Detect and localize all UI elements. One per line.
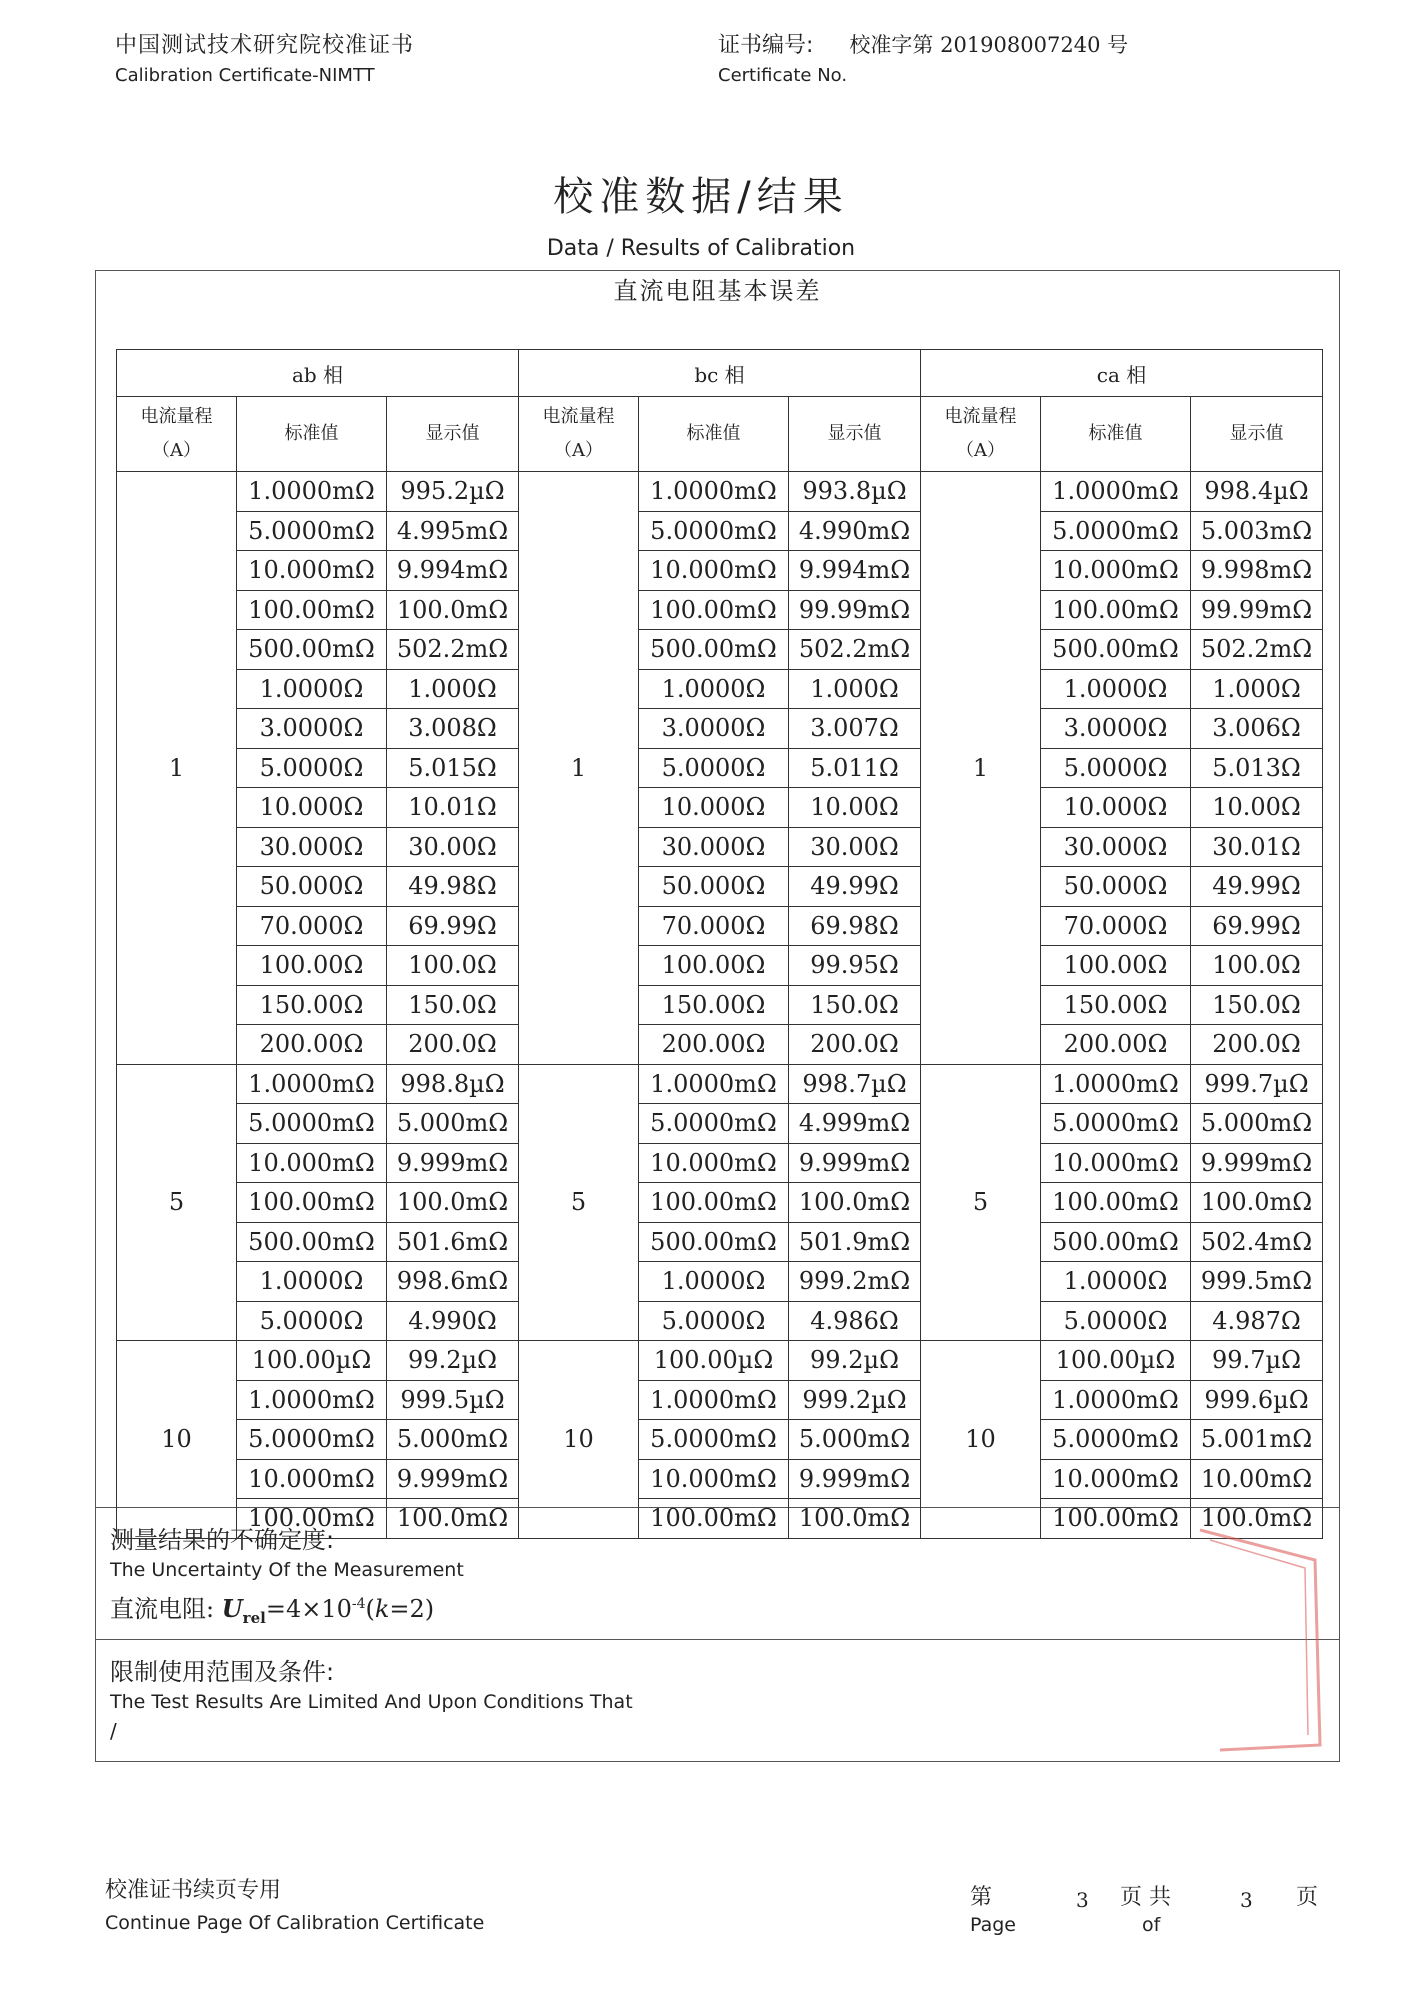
standard-value-cell: 100.00mΩ — [639, 1499, 789, 1539]
display-value-cell: 501.9mΩ — [789, 1222, 921, 1262]
phase-name: bc 相 — [519, 350, 921, 397]
current-range-cell: 10 — [519, 1341, 639, 1539]
footer-left — [105, 1873, 484, 1934]
standard-value-cell: 5.0000mΩ — [1041, 1420, 1191, 1460]
standard-value-cell: 100.00Ω — [237, 946, 387, 986]
display-value-cell: 9.999mΩ — [387, 1459, 519, 1499]
footer-en: Continue Page Of Calibration Certificate — [105, 1912, 485, 1934]
current-range-cell: 10 — [117, 1341, 237, 1539]
standard-value-cell: 100.00mΩ — [237, 590, 387, 630]
standard-value-cell: 70.000Ω — [639, 906, 789, 946]
display-value-cell: 4.990Ω — [387, 1301, 519, 1341]
phase-name: ab 相 — [117, 350, 519, 397]
display-value-cell: 999.2mΩ — [789, 1262, 921, 1302]
display-value-cell: 100.0mΩ — [1191, 1499, 1323, 1539]
display-value-cell: 9.999mΩ — [387, 1143, 519, 1183]
display-value-cell: 502.4mΩ — [1191, 1222, 1323, 1262]
standard-value-cell: 100.00mΩ — [639, 1183, 789, 1223]
calibration-data-frame — [95, 270, 1340, 1762]
standard-value-cell: 10.000Ω — [1041, 788, 1191, 828]
standard-value-cell: 10.000mΩ — [237, 1459, 387, 1499]
standard-value-cell: 100.00mΩ — [1041, 1499, 1191, 1539]
display-value-cell: 5.000mΩ — [387, 1104, 519, 1144]
standard-value-cell: 1.0000mΩ — [639, 1064, 789, 1104]
uncertainty-symbol: U — [221, 1594, 243, 1623]
uncertainty-formula — [110, 1589, 1325, 1627]
standard-value-cell: 1.0000Ω — [639, 669, 789, 709]
phase-table-ca — [920, 349, 1323, 1539]
page-unit-cn: 页 — [1296, 1885, 1319, 1910]
standard-value-cell: 1.0000mΩ — [639, 1380, 789, 1420]
current-range-cell: 1 — [117, 472, 237, 1065]
display-value-cell: 5.000mΩ — [387, 1420, 519, 1460]
standard-value-cell: 500.00mΩ — [237, 1222, 387, 1262]
display-value-cell: 502.2mΩ — [1191, 630, 1323, 670]
col-header-standard: 标准值 — [1041, 397, 1191, 472]
standard-value-cell: 50.000Ω — [639, 867, 789, 907]
standard-value-cell: 5.0000mΩ — [639, 1420, 789, 1460]
standard-value-cell: 150.00Ω — [1041, 985, 1191, 1025]
standard-value-cell: 10.000mΩ — [639, 1459, 789, 1499]
display-value-cell: 30.00Ω — [789, 827, 921, 867]
standard-value-cell: 1.0000mΩ — [1041, 1380, 1191, 1420]
standard-value-cell: 5.0000Ω — [237, 748, 387, 788]
uncertainty-title-en: The Uncertainty Of the Measurement — [110, 1559, 464, 1581]
display-value-cell: 4.986Ω — [789, 1301, 921, 1341]
page-current: 3 — [1076, 1888, 1089, 1912]
table-row — [117, 472, 519, 512]
standard-value-cell: 50.000Ω — [1041, 867, 1191, 907]
page-title-cn: 校准数据/结果 — [553, 174, 849, 220]
display-value-cell: 49.99Ω — [1191, 867, 1323, 907]
display-value-cell: 99.99mΩ — [789, 590, 921, 630]
phase-tables — [96, 309, 1339, 1533]
standard-value-cell: 10.000mΩ — [639, 1143, 789, 1183]
standard-value-cell: 100.00mΩ — [237, 1499, 387, 1539]
phase-table-bc — [518, 349, 921, 1539]
display-value-cell: 4.999mΩ — [789, 1104, 921, 1144]
uncertainty-title-cn: 测量结果的不确定度: — [110, 1526, 335, 1554]
standard-value-cell: 10.000mΩ — [639, 551, 789, 591]
page-label-en: Page — [970, 1914, 1016, 1936]
display-value-cell: 5.003mΩ — [1191, 511, 1323, 551]
page-of-en: of — [1142, 1914, 1161, 1936]
standard-value-cell: 5.0000Ω — [237, 1301, 387, 1341]
uncertainty-k-rest: =2) — [389, 1595, 435, 1623]
standard-value-cell: 500.00mΩ — [237, 630, 387, 670]
display-value-cell: 9.994mΩ — [387, 551, 519, 591]
standard-value-cell: 150.00Ω — [639, 985, 789, 1025]
cert-no-value: 校准字第 201908007240 号 — [849, 33, 1129, 57]
uncertainty-label: 直流电阻: — [110, 1595, 215, 1623]
standard-value-cell: 10.000mΩ — [237, 551, 387, 591]
standard-value-cell: 5.0000mΩ — [1041, 1104, 1191, 1144]
uncertainty-k-open: ( — [365, 1595, 375, 1623]
standard-value-cell: 1.0000Ω — [639, 1262, 789, 1302]
standard-value-cell: 10.000mΩ — [1041, 1459, 1191, 1499]
col-range-label: 电流量程 — [944, 406, 1017, 427]
standard-value-cell: 1.0000mΩ — [237, 472, 387, 512]
page-number — [970, 1880, 1319, 1960]
display-value-cell: 200.0Ω — [387, 1025, 519, 1065]
standard-value-cell: 100.00mΩ — [1041, 1183, 1191, 1223]
col-header-display: 显示值 — [1191, 397, 1323, 472]
display-value-cell: 49.99Ω — [789, 867, 921, 907]
display-value-cell: 4.990mΩ — [789, 511, 921, 551]
table-row — [519, 1064, 921, 1104]
standard-value-cell: 1.0000Ω — [237, 669, 387, 709]
standard-value-cell: 1.0000mΩ — [1041, 472, 1191, 512]
official-seal-stamp — [1180, 1520, 1330, 1760]
standard-value-cell: 1.0000mΩ — [639, 472, 789, 512]
display-value-cell: 100.0Ω — [387, 946, 519, 986]
standard-value-cell: 10.000mΩ — [1041, 551, 1191, 591]
display-value-cell: 69.99Ω — [387, 906, 519, 946]
display-value-cell: 4.987Ω — [1191, 1301, 1323, 1341]
display-value-cell: 993.8µΩ — [789, 472, 921, 512]
standard-value-cell: 30.000Ω — [1041, 827, 1191, 867]
certificate-header-left — [115, 28, 414, 86]
issuer-name-cn: 中国测试技术研究院校准证书 — [115, 33, 415, 58]
standard-value-cell: 1.0000mΩ — [237, 1064, 387, 1104]
standard-value-cell: 50.000Ω — [237, 867, 387, 907]
display-value-cell: 9.999mΩ — [1191, 1143, 1323, 1183]
display-value-cell: 9.994mΩ — [789, 551, 921, 591]
uncertainty-eq: =4×10 — [265, 1595, 352, 1623]
standard-value-cell: 70.000Ω — [237, 906, 387, 946]
col-range-unit: （A） — [956, 440, 1005, 461]
col-header-display: 显示值 — [387, 397, 519, 472]
page-total: 3 — [1240, 1888, 1253, 1912]
section-title: 直流电阻基本误差 — [613, 277, 822, 305]
col-header-range — [921, 397, 1041, 472]
display-value-cell: 150.0Ω — [1191, 985, 1323, 1025]
display-value-cell: 100.0mΩ — [387, 1183, 519, 1223]
standard-value-cell: 100.00Ω — [639, 946, 789, 986]
page-of-cn: 页 共 — [1120, 1885, 1171, 1910]
display-value-cell: 9.999mΩ — [789, 1459, 921, 1499]
standard-value-cell: 10.000Ω — [639, 788, 789, 828]
display-value-cell: 100.0mΩ — [789, 1499, 921, 1539]
standard-value-cell: 500.00mΩ — [1041, 1222, 1191, 1262]
limits-section — [96, 1639, 1339, 1761]
standard-value-cell: 200.00Ω — [639, 1025, 789, 1065]
page-title-en: Data / Results of Calibration — [546, 236, 856, 261]
display-value-cell: 30.01Ω — [1191, 827, 1323, 867]
standard-value-cell: 100.00µΩ — [237, 1341, 387, 1381]
standard-value-cell: 1.0000Ω — [1041, 669, 1191, 709]
display-value-cell: 200.0Ω — [1191, 1025, 1323, 1065]
display-value-cell: 995.2µΩ — [387, 472, 519, 512]
table-row — [921, 472, 1323, 512]
standard-value-cell: 5.0000mΩ — [1041, 511, 1191, 551]
standard-value-cell: 150.00Ω — [237, 985, 387, 1025]
display-value-cell: 999.2µΩ — [789, 1380, 921, 1420]
standard-value-cell: 10.000Ω — [237, 788, 387, 828]
standard-value-cell: 500.00mΩ — [639, 630, 789, 670]
issuer-name-en: Calibration Certificate-NIMTT — [115, 65, 375, 86]
col-header-range — [519, 397, 639, 472]
page-title — [0, 165, 1402, 261]
current-range-cell: 1 — [921, 472, 1041, 1065]
display-value-cell: 9.999mΩ — [789, 1143, 921, 1183]
standard-value-cell: 5.0000mΩ — [237, 511, 387, 551]
display-value-cell: 502.2mΩ — [789, 630, 921, 670]
display-value-cell: 49.98Ω — [387, 867, 519, 907]
page-label-cn: 第 — [970, 1885, 993, 1910]
display-value-cell: 10.01Ω — [387, 788, 519, 828]
display-value-cell: 5.013Ω — [1191, 748, 1323, 788]
table-row — [117, 1064, 519, 1104]
col-header-standard: 标准值 — [639, 397, 789, 472]
display-value-cell: 100.0mΩ — [1191, 1183, 1323, 1223]
current-range-cell: 5 — [117, 1064, 237, 1341]
display-value-cell: 501.6mΩ — [387, 1222, 519, 1262]
display-value-cell: 3.006Ω — [1191, 709, 1323, 749]
current-range-cell: 5 — [519, 1064, 639, 1341]
display-value-cell: 5.015Ω — [387, 748, 519, 788]
display-value-cell: 200.0Ω — [789, 1025, 921, 1065]
display-value-cell: 99.2µΩ — [789, 1341, 921, 1381]
display-value-cell: 4.995mΩ — [387, 511, 519, 551]
standard-value-cell: 100.00mΩ — [237, 1183, 387, 1223]
display-value-cell: 69.98Ω — [789, 906, 921, 946]
standard-value-cell: 1.0000mΩ — [1041, 1064, 1191, 1104]
table-row — [519, 472, 921, 512]
limits-title-en: The Test Results Are Limited And Upon Conditions That — [110, 1690, 633, 1713]
display-value-cell: 5.000mΩ — [789, 1420, 921, 1460]
phase-name: ca 相 — [921, 350, 1323, 397]
display-value-cell: 3.007Ω — [789, 709, 921, 749]
display-value-cell: 998.7µΩ — [789, 1064, 921, 1104]
current-range-cell: 10 — [921, 1341, 1041, 1539]
display-value-cell: 1.000Ω — [789, 669, 921, 709]
standard-value-cell: 10.000mΩ — [237, 1143, 387, 1183]
standard-value-cell: 500.00mΩ — [1041, 630, 1191, 670]
footer-cn: 校准证书续页专用 — [105, 1878, 282, 1903]
standard-value-cell: 5.0000mΩ — [639, 1104, 789, 1144]
display-value-cell: 99.2µΩ — [387, 1341, 519, 1381]
table-row — [519, 1341, 921, 1381]
standard-value-cell: 70.000Ω — [1041, 906, 1191, 946]
display-value-cell: 998.4µΩ — [1191, 472, 1323, 512]
table-row — [921, 1064, 1323, 1104]
display-value-cell: 999.5µΩ — [387, 1380, 519, 1420]
display-value-cell: 999.5mΩ — [1191, 1262, 1323, 1302]
standard-value-cell: 5.0000Ω — [1041, 1301, 1191, 1341]
cert-no-label-en: Certificate No. — [718, 65, 848, 86]
standard-value-cell: 10.000mΩ — [1041, 1143, 1191, 1183]
col-range-label: 电流量程 — [542, 406, 615, 427]
standard-value-cell: 5.0000mΩ — [639, 511, 789, 551]
display-value-cell: 999.7µΩ — [1191, 1064, 1323, 1104]
standard-value-cell: 30.000Ω — [237, 827, 387, 867]
col-range-unit: （A） — [152, 440, 201, 461]
uncertainty-k-var: k — [374, 1595, 390, 1623]
standard-value-cell: 100.00Ω — [1041, 946, 1191, 986]
standard-value-cell: 30.000Ω — [639, 827, 789, 867]
display-value-cell: 998.6mΩ — [387, 1262, 519, 1302]
display-value-cell: 100.0mΩ — [789, 1183, 921, 1223]
standard-value-cell: 100.00µΩ — [639, 1341, 789, 1381]
standard-value-cell: 3.0000Ω — [1041, 709, 1191, 749]
display-value-cell: 100.0mΩ — [387, 1499, 519, 1539]
phase-table-ab — [116, 349, 519, 1539]
table-row — [921, 1341, 1323, 1381]
display-value-cell: 150.0Ω — [387, 985, 519, 1025]
display-value-cell: 998.8µΩ — [387, 1064, 519, 1104]
standard-value-cell: 5.0000mΩ — [237, 1420, 387, 1460]
col-range-unit: （A） — [554, 440, 603, 461]
display-value-cell: 3.008Ω — [387, 709, 519, 749]
standard-value-cell: 100.00µΩ — [1041, 1341, 1191, 1381]
cert-no-label-cn: 证书编号: — [718, 33, 814, 58]
standard-value-cell: 5.0000Ω — [639, 1301, 789, 1341]
display-value-cell: 99.7µΩ — [1191, 1341, 1323, 1381]
display-value-cell: 502.2mΩ — [387, 630, 519, 670]
display-value-cell: 1.000Ω — [387, 669, 519, 709]
display-value-cell: 9.998mΩ — [1191, 551, 1323, 591]
display-value-cell: 69.99Ω — [1191, 906, 1323, 946]
standard-value-cell: 5.0000Ω — [1041, 748, 1191, 788]
display-value-cell: 150.0Ω — [789, 985, 921, 1025]
standard-value-cell: 3.0000Ω — [639, 709, 789, 749]
display-value-cell: 5.000mΩ — [1191, 1104, 1323, 1144]
standard-value-cell: 5.0000Ω — [639, 748, 789, 788]
col-header-standard: 标准值 — [237, 397, 387, 472]
standard-value-cell: 1.0000Ω — [237, 1262, 387, 1302]
col-header-range — [117, 397, 237, 472]
limits-value: / — [110, 1718, 117, 1743]
standard-value-cell: 100.00mΩ — [1041, 590, 1191, 630]
display-value-cell: 10.00mΩ — [1191, 1459, 1323, 1499]
standard-value-cell: 100.00mΩ — [639, 590, 789, 630]
uncertainty-exp: -4 — [351, 1596, 366, 1612]
display-value-cell: 10.00Ω — [1191, 788, 1323, 828]
col-header-display: 显示值 — [789, 397, 921, 472]
table-row — [117, 1341, 519, 1381]
display-value-cell: 5.011Ω — [789, 748, 921, 788]
current-range-cell: 1 — [519, 472, 639, 1065]
display-value-cell: 99.99mΩ — [1191, 590, 1323, 630]
standard-value-cell: 3.0000Ω — [237, 709, 387, 749]
standard-value-cell: 500.00mΩ — [639, 1222, 789, 1262]
display-value-cell: 100.0mΩ — [387, 590, 519, 630]
standard-value-cell: 5.0000mΩ — [237, 1104, 387, 1144]
standard-value-cell: 200.00Ω — [1041, 1025, 1191, 1065]
display-value-cell: 99.95Ω — [789, 946, 921, 986]
certificate-header-right — [718, 28, 1128, 86]
current-range-cell: 5 — [921, 1064, 1041, 1341]
col-range-label: 电流量程 — [140, 406, 213, 427]
display-value-cell: 10.00Ω — [789, 788, 921, 828]
uncertainty-symbol-sub: rel — [242, 1608, 266, 1627]
display-value-cell: 100.0Ω — [1191, 946, 1323, 986]
standard-value-cell: 1.0000mΩ — [237, 1380, 387, 1420]
standard-value-cell: 1.0000Ω — [1041, 1262, 1191, 1302]
limits-title-cn: 限制使用范围及条件: — [110, 1657, 335, 1686]
standard-value-cell: 200.00Ω — [237, 1025, 387, 1065]
display-value-cell: 999.6µΩ — [1191, 1380, 1323, 1420]
display-value-cell: 30.00Ω — [387, 827, 519, 867]
display-value-cell: 1.000Ω — [1191, 669, 1323, 709]
display-value-cell: 5.001mΩ — [1191, 1420, 1323, 1460]
